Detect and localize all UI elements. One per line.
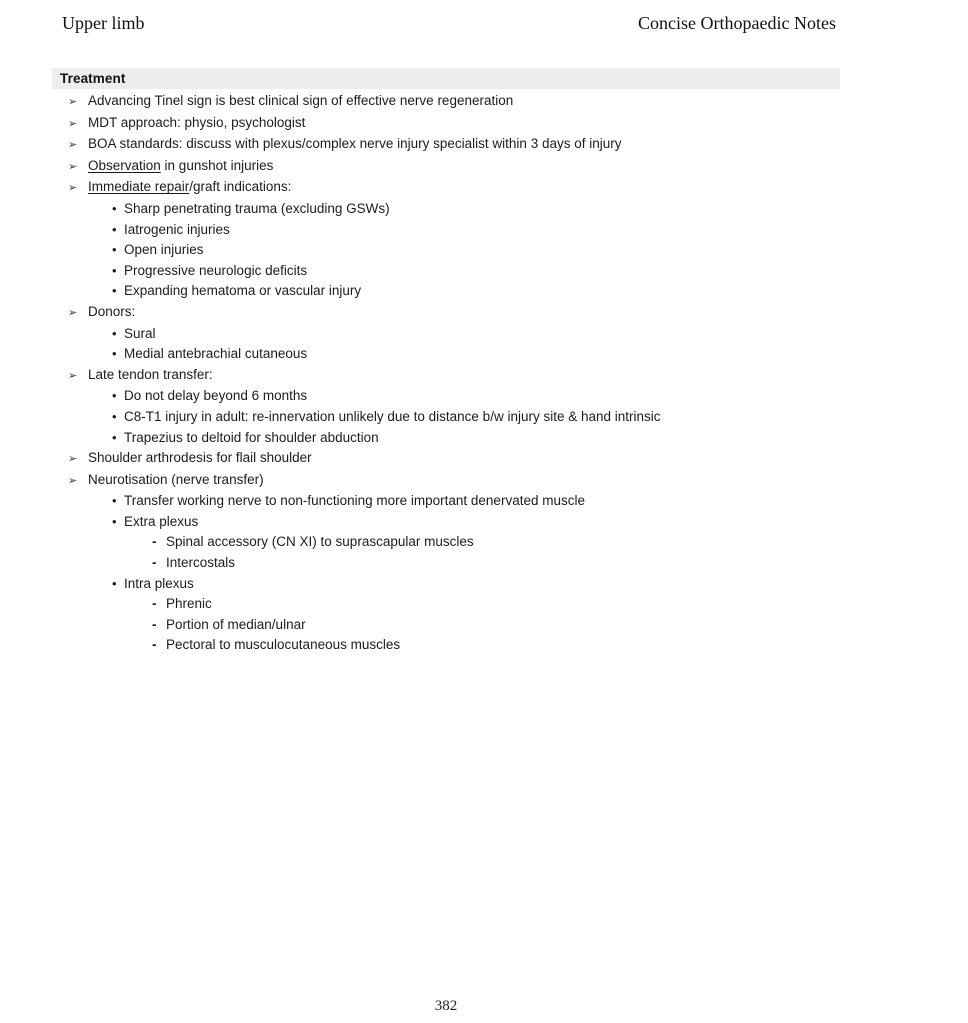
arrow-bullet-icon: ➢ — [68, 95, 78, 108]
list-item-text: Immediate repair/graft indications: — [88, 179, 292, 195]
list-item — [112, 407, 968, 428]
section-title: Treatment — [60, 71, 126, 86]
dot-bullet-icon: • — [112, 283, 117, 299]
list-item — [68, 177, 968, 199]
dot-bullet-icon: • — [112, 575, 117, 591]
list-item-text: Shoulder arthrodesis for flail shoulder — [88, 450, 312, 466]
list-item — [68, 365, 968, 387]
list-item-text: Pectoral to musculocutaneous muscles — [166, 637, 401, 653]
dot-bullet-icon: • — [112, 242, 117, 258]
list-item — [112, 324, 968, 345]
dot-bullet-icon: • — [112, 388, 117, 404]
list-item-text: Late tendon transfer: — [88, 366, 213, 382]
list-item — [112, 386, 968, 407]
list-item-text: Open injuries — [124, 242, 204, 258]
list-item-text: Phrenic — [166, 596, 212, 612]
list-item-text: Advancing Tinel sign is best clinical sign of effective nerve regeneration — [88, 93, 514, 108]
list-item-text: C8-T1 injury in adult: re-innervation unlikely due to distance b/w injury site & hand intrinsic — [124, 408, 661, 424]
list-item — [68, 470, 968, 492]
list-item — [152, 615, 968, 636]
chapter-title: Upper limb — [62, 13, 145, 33]
dot-bullet-icon: • — [112, 408, 117, 424]
list-item-text: Trapezius to deltoid for shoulder abduction — [124, 429, 379, 445]
list-item-text: Neurotisation (nerve transfer) — [88, 471, 264, 487]
arrow-bullet-icon: ➢ — [68, 181, 78, 195]
dot-bullet-icon: • — [112, 221, 117, 237]
arrow-bullet-icon: ➢ — [68, 305, 78, 319]
arrow-bullet-icon: ➢ — [68, 368, 78, 382]
page-number: 382 — [434, 998, 458, 1014]
list-item — [152, 532, 968, 553]
arrow-bullet-icon: ➢ — [68, 138, 78, 152]
list-item-text: Portion of median/ulnar — [166, 616, 306, 632]
list-item — [112, 240, 968, 261]
list-item — [68, 91, 968, 113]
list-item — [68, 448, 968, 470]
list-item — [112, 281, 968, 302]
list-item-text: Progressive neurologic deficits — [124, 262, 308, 278]
list-item-text: Observation in gunshot injuries — [88, 157, 274, 173]
list-item — [68, 302, 968, 324]
book-title: Concise Orthopaedic Notes — [638, 13, 836, 33]
list-item — [112, 199, 968, 220]
arrow-bullet-icon: ➢ — [68, 473, 78, 487]
list-item — [152, 594, 968, 615]
dot-bullet-icon: • — [112, 200, 117, 216]
page-header — [62, 13, 836, 34]
dot-bullet-icon: • — [112, 262, 117, 278]
list-item — [112, 512, 968, 533]
list-item — [68, 113, 968, 135]
list-item — [112, 428, 968, 449]
dot-bullet-icon: • — [112, 325, 117, 341]
list-item-text: Do not delay beyond 6 months — [124, 388, 308, 404]
list-item — [112, 220, 968, 241]
list-item-text: Donors: — [88, 303, 136, 319]
list-item — [68, 156, 968, 178]
list-item-text: Expanding hematoma or vascular injury — [124, 283, 362, 299]
dot-bullet-icon: • — [112, 429, 117, 445]
list-item-text: Sural — [124, 325, 156, 341]
section-header-bar — [52, 68, 840, 89]
dot-bullet-icon: • — [112, 346, 117, 362]
list-item-text: Spinal accessory (CN XI) to suprascapular muscles — [166, 534, 474, 550]
treatment-list — [0, 91, 968, 656]
list-item-text: MDT approach: physio, psychologist — [88, 114, 306, 130]
dot-bullet-icon: • — [112, 513, 117, 529]
list-item-text: Iatrogenic injuries — [124, 221, 230, 237]
list-item-text: Intra plexus — [124, 575, 194, 591]
list-item — [112, 261, 968, 282]
arrow-bullet-icon: ➢ — [68, 116, 78, 130]
dash-bullet-icon: - — [152, 637, 157, 653]
dash-bullet-icon: - — [152, 596, 157, 612]
arrow-bullet-icon: ➢ — [68, 452, 78, 466]
dot-bullet-icon: • — [112, 493, 117, 509]
list-item — [112, 574, 968, 595]
list-item — [112, 344, 968, 365]
list-item — [152, 635, 968, 656]
dash-bullet-icon: - — [152, 555, 157, 571]
dash-bullet-icon: - — [152, 534, 157, 550]
list-item-text: BOA standards: discuss with plexus/complex nerve injury specialist within 3 days of injury — [88, 136, 622, 152]
list-item-text: Extra plexus — [124, 513, 199, 529]
list-item-text: Sharp penetrating trauma (excluding GSWs) — [124, 200, 390, 216]
list-item — [112, 491, 968, 512]
list-item-text: Medial antebrachial cutaneous — [124, 346, 308, 362]
list-item — [152, 553, 968, 574]
list-item — [68, 134, 968, 156]
arrow-bullet-icon: ➢ — [68, 159, 78, 173]
list-item-text: Transfer working nerve to non-functioning more important denervated muscle — [124, 493, 585, 509]
dash-bullet-icon: - — [152, 616, 157, 632]
list-item-text: Intercostals — [166, 555, 236, 571]
